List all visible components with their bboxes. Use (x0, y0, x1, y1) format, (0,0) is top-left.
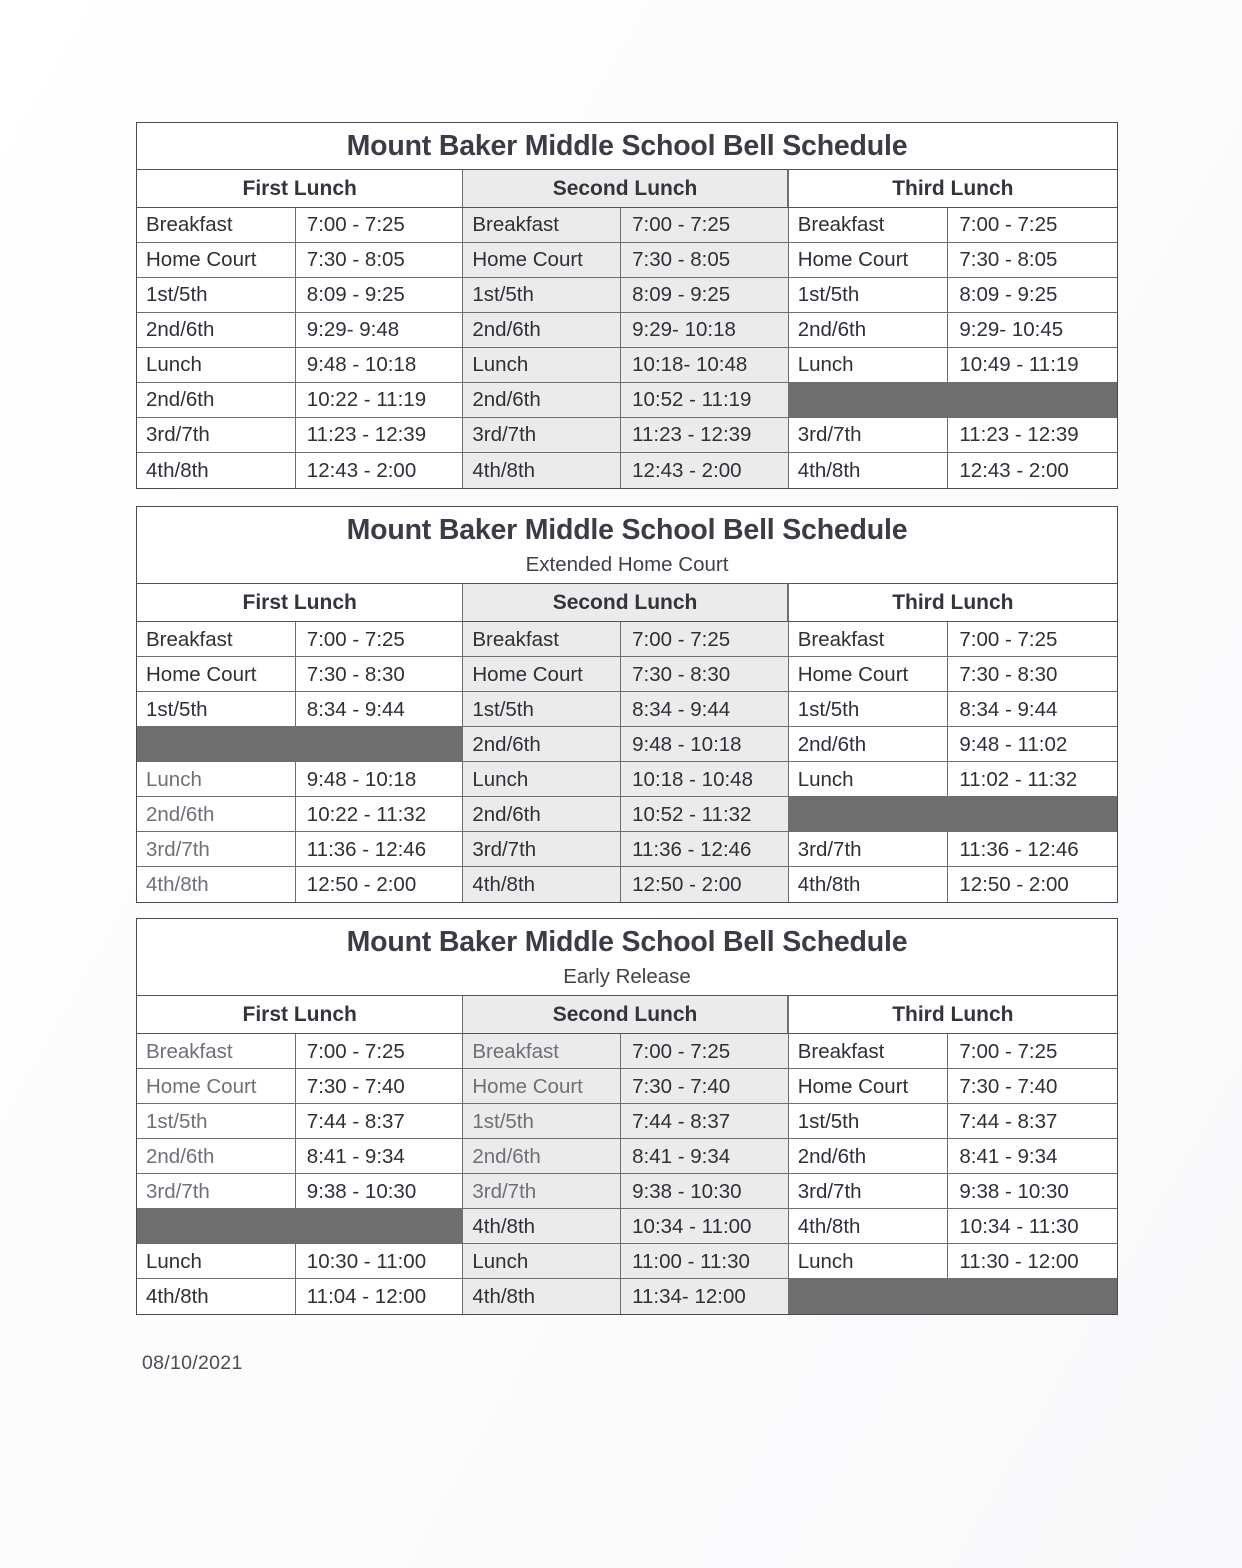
table-row (788, 278, 1117, 313)
period-time: 12:50 - 2:00 (295, 867, 463, 902)
period-time: 11:34- 12:00 (620, 1279, 788, 1314)
period-time: 7:30 - 8:05 (947, 243, 1117, 277)
schedule-title: Mount Baker Middle School Bell Schedule (346, 926, 908, 958)
period-label: 1st/5th (462, 278, 620, 312)
period-label: 4th/8th (146, 1285, 209, 1309)
period-time: 9:48 - 11:02 (947, 727, 1117, 761)
rows-second-lunch (462, 622, 787, 902)
period-time: 9:29- 9:48 (295, 313, 463, 347)
column-second-lunch (462, 583, 787, 902)
period-label: Breakfast (462, 1034, 620, 1068)
schedule-block-regular (136, 122, 1118, 489)
period-label: Lunch (146, 1249, 202, 1273)
period-label: 4th/8th (788, 867, 948, 902)
period-time: 9:48 - 10:18 (295, 762, 463, 796)
period-time: 9:38 - 10:30 (295, 1174, 463, 1208)
table-row (462, 1244, 787, 1279)
period-label: 4th/8th (462, 1209, 620, 1243)
period-time: 7:30 - 7:40 (620, 1069, 788, 1103)
period-label (788, 383, 948, 417)
table-row (788, 832, 1117, 867)
table-row (788, 657, 1117, 692)
rows-second-lunch (462, 1034, 787, 1314)
table-row (137, 1174, 462, 1209)
table-row (788, 1104, 1117, 1139)
table-row (788, 867, 1117, 902)
period-label: 2nd/6th (462, 313, 620, 347)
table-row (462, 1069, 787, 1104)
period-label: Lunch (462, 348, 620, 382)
period-time: 7:30 - 8:05 (620, 243, 788, 277)
table-row (137, 692, 462, 727)
period-label: Lunch (788, 762, 948, 796)
column-header-first-lunch: First Lunch (137, 995, 462, 1034)
rows-third-lunch (788, 208, 1117, 488)
table-row (137, 762, 462, 797)
period-time: 7:44 - 8:37 (295, 1104, 463, 1138)
period-label: 2nd/6th (462, 1139, 620, 1173)
period-time: 7:30 - 7:40 (947, 1069, 1117, 1103)
table-row (788, 1139, 1117, 1174)
lunch-columns (137, 995, 1117, 1314)
table-row (462, 348, 787, 383)
column-first-lunch (137, 995, 462, 1314)
period-label: Breakfast (788, 208, 948, 242)
schedule-block-extended-home-court (136, 506, 1118, 903)
table-row (462, 208, 787, 243)
period-label (788, 797, 948, 831)
period-time: 8:34 - 9:44 (295, 692, 463, 726)
table-row-blocked (788, 1279, 1117, 1314)
period-label (137, 727, 295, 761)
rows-first-lunch (137, 622, 462, 902)
table-row (462, 383, 787, 418)
table-row (462, 1279, 787, 1314)
period-label: 2nd/6th (788, 1139, 948, 1173)
period-label: 3rd/7th (788, 1174, 948, 1208)
period-time: 9:48 - 10:18 (295, 348, 463, 382)
period-time: 11:36 - 12:46 (620, 832, 788, 866)
period-time: 10:49 - 11:19 (947, 348, 1117, 382)
column-first-lunch (137, 169, 462, 488)
column-header-third-lunch: Third Lunch (788, 169, 1117, 208)
column-third-lunch (788, 583, 1117, 902)
period-time: 12:43 - 2:00 (620, 453, 788, 488)
period-label: Lunch (462, 762, 620, 796)
period-label (788, 1279, 948, 1313)
period-label: 4th/8th (462, 453, 620, 488)
table-row (462, 727, 787, 762)
period-time: 8:34 - 9:44 (620, 692, 788, 726)
period-time: 9:38 - 10:30 (620, 1174, 788, 1208)
table-row-blocked (788, 797, 1117, 832)
column-header-second-lunch: Second Lunch (462, 583, 787, 622)
period-time: 9:48 - 10:18 (620, 727, 788, 761)
table-row-blocked (137, 1209, 462, 1244)
period-label: Home Court (462, 1069, 620, 1103)
table-row (788, 1174, 1117, 1209)
rows-third-lunch (788, 622, 1117, 902)
period-label: 2nd/6th (462, 797, 620, 831)
table-row (462, 797, 787, 832)
period-label: 3rd/7th (462, 1174, 620, 1208)
period-time: 8:09 - 9:25 (947, 278, 1117, 312)
column-header-third-lunch: Third Lunch (788, 995, 1117, 1034)
period-label: Breakfast (788, 622, 948, 656)
table-row (137, 313, 462, 348)
period-label: Lunch (146, 353, 202, 377)
table-row (137, 657, 462, 692)
period-time: 7:30 - 8:30 (620, 657, 788, 691)
period-label: 1st/5th (146, 697, 208, 721)
table-row (788, 1209, 1117, 1244)
period-time: 7:00 - 7:25 (947, 208, 1117, 242)
period-label: 2nd/6th (146, 388, 215, 412)
period-time: 10:52 - 11:32 (620, 797, 788, 831)
period-label: 2nd/6th (146, 802, 215, 826)
table-row (788, 243, 1117, 278)
period-time (947, 1279, 1117, 1313)
period-label: Home Court (146, 1074, 257, 1098)
period-label: 3rd/7th (462, 418, 620, 452)
table-row (788, 622, 1117, 657)
table-row (788, 1069, 1117, 1104)
table-row (137, 278, 462, 313)
schedule-title: Mount Baker Middle School Bell Schedule (346, 514, 908, 546)
period-time: 12:50 - 2:00 (947, 867, 1117, 902)
period-label: Home Court (146, 248, 257, 272)
period-time: 7:00 - 7:25 (295, 1034, 463, 1068)
period-time: 12:50 - 2:00 (620, 867, 788, 902)
table-row (788, 727, 1117, 762)
schedule-subtitle: Early Release (563, 964, 691, 988)
period-time: 11:23 - 12:39 (947, 418, 1117, 452)
period-label: 1st/5th (146, 1109, 208, 1133)
table-row (788, 1034, 1117, 1069)
period-time: 12:43 - 2:00 (947, 453, 1117, 488)
table-row (462, 418, 787, 453)
period-label: 3rd/7th (146, 1179, 210, 1203)
period-label: Lunch (462, 1244, 620, 1278)
table-row (462, 278, 787, 313)
period-label: 4th/8th (462, 1279, 620, 1314)
rows-first-lunch (137, 208, 462, 488)
period-label: Breakfast (146, 627, 233, 651)
period-label: 1st/5th (788, 1104, 948, 1138)
period-label: 3rd/7th (788, 418, 948, 452)
table-row (462, 243, 787, 278)
table-row (788, 313, 1117, 348)
period-label: Breakfast (462, 622, 620, 656)
period-time: 11:02 - 11:32 (947, 762, 1117, 796)
table-row (788, 762, 1117, 797)
period-label: 3rd/7th (146, 837, 210, 861)
period-label: Home Court (788, 657, 948, 691)
period-label: Home Court (788, 243, 948, 277)
period-label: Breakfast (462, 208, 620, 242)
table-row (137, 1104, 462, 1139)
table-row (462, 867, 787, 902)
period-label: 3rd/7th (788, 832, 948, 866)
period-time: 8:09 - 9:25 (620, 278, 788, 312)
table-row (137, 243, 462, 278)
period-time: 8:41 - 9:34 (295, 1139, 463, 1173)
table-row (137, 622, 462, 657)
period-time: 7:30 - 8:30 (947, 657, 1117, 691)
period-time: 12:43 - 2:00 (295, 453, 463, 488)
table-row (462, 1174, 787, 1209)
period-label: 4th/8th (146, 458, 209, 482)
period-time (947, 383, 1117, 417)
period-time: 10:22 - 11:32 (295, 797, 463, 831)
table-row (788, 1244, 1117, 1279)
rows-first-lunch (137, 1034, 462, 1314)
period-time: 8:41 - 9:34 (620, 1139, 788, 1173)
period-label: 1st/5th (462, 692, 620, 726)
period-time: 9:29- 10:18 (620, 313, 788, 347)
column-header-first-lunch: First Lunch (137, 169, 462, 208)
period-time (295, 727, 463, 761)
period-time: 11:36 - 12:46 (295, 832, 463, 866)
table-row (462, 622, 787, 657)
table-row (137, 797, 462, 832)
period-label: Home Court (788, 1069, 948, 1103)
column-header-third-lunch: Third Lunch (788, 583, 1117, 622)
period-label: 2nd/6th (788, 313, 948, 347)
table-row (462, 657, 787, 692)
rows-third-lunch (788, 1034, 1117, 1314)
period-time: 10:18 - 10:48 (620, 762, 788, 796)
table-row (137, 348, 462, 383)
table-row (137, 1069, 462, 1104)
period-time: 7:00 - 7:25 (947, 622, 1117, 656)
period-time: 11:23 - 12:39 (295, 418, 463, 452)
period-label: 4th/8th (788, 1209, 948, 1243)
lunch-columns (137, 169, 1117, 488)
period-time: 7:00 - 7:25 (295, 208, 463, 242)
period-time: 11:00 - 11:30 (620, 1244, 788, 1278)
period-label: Home Court (462, 657, 620, 691)
period-time: 10:30 - 11:00 (295, 1244, 463, 1278)
column-second-lunch (462, 995, 787, 1314)
period-label: 4th/8th (146, 873, 209, 897)
rows-second-lunch (462, 208, 787, 488)
period-time: 7:00 - 7:25 (620, 1034, 788, 1068)
table-row (462, 1104, 787, 1139)
table-row (788, 692, 1117, 727)
period-time: 10:18- 10:48 (620, 348, 788, 382)
column-header-first-lunch: First Lunch (137, 583, 462, 622)
table-row (462, 313, 787, 348)
period-label: Breakfast (146, 1039, 233, 1063)
period-label: 3rd/7th (146, 423, 210, 447)
period-time: 11:36 - 12:46 (947, 832, 1117, 866)
period-label: 1st/5th (788, 278, 948, 312)
period-label: Home Court (462, 243, 620, 277)
column-header-second-lunch: Second Lunch (462, 995, 787, 1034)
period-label: 2nd/6th (788, 727, 948, 761)
table-row (788, 418, 1117, 453)
period-label: Lunch (788, 1244, 948, 1278)
document-date: 08/10/2021 (142, 1352, 243, 1374)
period-label: 4th/8th (788, 453, 948, 488)
period-time: 7:44 - 8:37 (947, 1104, 1117, 1138)
period-time: 11:23 - 12:39 (620, 418, 788, 452)
lunch-columns (137, 583, 1117, 902)
table-row (137, 1279, 462, 1314)
table-row (788, 208, 1117, 243)
table-row (137, 1244, 462, 1279)
period-label: Lunch (788, 348, 948, 382)
period-label: Breakfast (788, 1034, 948, 1068)
schedule-subtitle: Extended Home Court (525, 552, 729, 576)
table-row (462, 453, 787, 488)
table-row (788, 453, 1117, 488)
table-row (137, 418, 462, 453)
period-time: 11:04 - 12:00 (295, 1279, 463, 1314)
table-row (462, 832, 787, 867)
table-row (462, 1209, 787, 1244)
period-time: 7:00 - 7:25 (947, 1034, 1117, 1068)
period-time: 8:09 - 9:25 (295, 278, 463, 312)
period-time: 7:00 - 7:25 (620, 208, 788, 242)
period-time: 7:00 - 7:25 (620, 622, 788, 656)
period-label: 2nd/6th (462, 383, 620, 417)
period-label: Lunch (146, 767, 202, 791)
period-label: 4th/8th (462, 867, 620, 902)
period-label: Home Court (146, 662, 257, 686)
table-row (137, 832, 462, 867)
period-label: Breakfast (146, 213, 233, 237)
table-row (137, 453, 462, 488)
table-row (137, 1034, 462, 1069)
column-first-lunch (137, 583, 462, 902)
period-time (295, 1209, 463, 1243)
period-time: 7:30 - 7:40 (295, 1069, 463, 1103)
period-time: 9:29- 10:45 (947, 313, 1117, 347)
period-time: 10:34 - 11:00 (620, 1209, 788, 1243)
schedule-title: Mount Baker Middle School Bell Schedule (346, 130, 908, 162)
table-row (462, 1139, 787, 1174)
table-row (137, 1139, 462, 1174)
period-time: 7:30 - 8:30 (295, 657, 463, 691)
column-third-lunch (788, 169, 1117, 488)
period-time: 11:30 - 12:00 (947, 1244, 1117, 1278)
column-third-lunch (788, 995, 1117, 1314)
table-row (137, 867, 462, 902)
period-time: 10:52 - 11:19 (620, 383, 788, 417)
period-time (947, 797, 1117, 831)
period-label: 2nd/6th (462, 727, 620, 761)
period-time: 9:38 - 10:30 (947, 1174, 1117, 1208)
table-row (137, 383, 462, 418)
period-time: 7:00 - 7:25 (295, 622, 463, 656)
table-row (462, 1034, 787, 1069)
table-row (462, 692, 787, 727)
table-row-blocked (137, 727, 462, 762)
schedule-block-early-release (136, 918, 1118, 1315)
table-row (137, 208, 462, 243)
period-label: 1st/5th (146, 283, 208, 307)
column-header-second-lunch: Second Lunch (462, 169, 787, 208)
period-time: 10:34 - 11:30 (947, 1209, 1117, 1243)
period-time: 7:30 - 8:05 (295, 243, 463, 277)
period-label: 2nd/6th (146, 1144, 215, 1168)
period-label: 2nd/6th (146, 318, 215, 342)
period-time: 10:22 - 11:19 (295, 383, 463, 417)
column-second-lunch (462, 169, 787, 488)
period-label: 1st/5th (462, 1104, 620, 1138)
period-time: 7:44 - 8:37 (620, 1104, 788, 1138)
table-row-blocked (788, 383, 1117, 418)
table-row (788, 348, 1117, 383)
period-label: 3rd/7th (462, 832, 620, 866)
period-label: 1st/5th (788, 692, 948, 726)
period-label (137, 1209, 295, 1243)
table-row (462, 762, 787, 797)
period-time: 8:41 - 9:34 (947, 1139, 1117, 1173)
period-time: 8:34 - 9:44 (947, 692, 1117, 726)
